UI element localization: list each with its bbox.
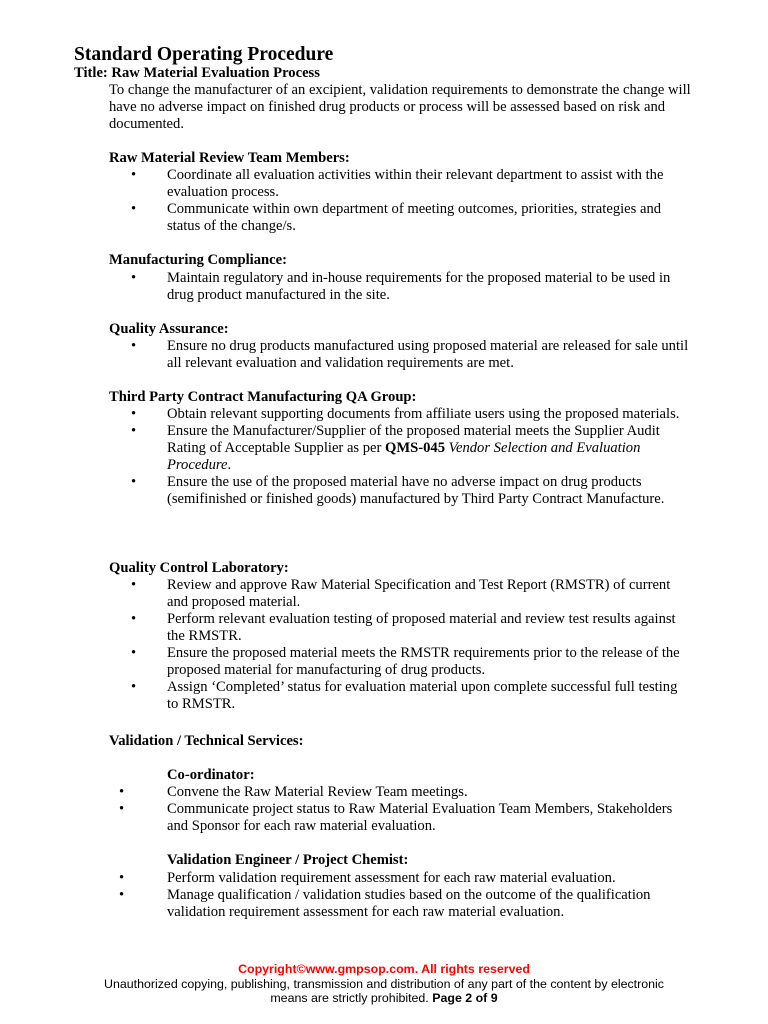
bullet-icon: •: [131, 167, 137, 183]
validation-engineer-list: [0, 870, 768, 921]
coordinator-list: [0, 784, 768, 835]
list-item: • Perform validation requirement assessment for each raw material evaluation.: [119, 870, 616, 886]
list-item: • Ensure the Manufacturer/Supplier of the proposed material meets the Supplier Audit Rating of Acceptable Supplier as per QMS-045 Vendor Selection and Evaluation Procedure.: [131, 423, 660, 473]
list-item: • Ensure no drug products manufactured using proposed material are released for sale until all relevant evaluation and validation requirements are met.: [131, 338, 689, 371]
qa-list: [0, 338, 768, 372]
list-item: • Ensure the use of the proposed material have no adverse impact on drug products (semifinished or finished goods) manufactured by Third Party Contract Manufacture.: [131, 474, 665, 507]
list-item: • Perform relevant evaluation testing of proposed material and review test results against the RMSTR.: [131, 611, 676, 644]
section-heading-validation: Validation / Technical Services:: [109, 733, 304, 749]
bullet-icon: •: [131, 474, 137, 490]
review-team-list: [0, 167, 768, 235]
third-party-list: [0, 406, 768, 508]
bullet-icon: •: [131, 577, 137, 593]
list-item: • Communicate project status to Raw Material Evaluation Team Members, Stakeholders and Sponsor for each raw material evaluation.: [119, 801, 673, 834]
section-heading-qc-lab: Quality Control Laboratory:: [109, 560, 289, 576]
bullet-icon: •: [119, 887, 125, 903]
list-item: • Ensure the proposed material meets the RMSTR requirements prior to the release of the proposed material for manufacturing of drug products.: [131, 645, 680, 678]
list-item: • Obtain relevant supporting documents from affiliate users using the proposed materials.: [131, 406, 680, 422]
bullet-icon: •: [131, 611, 137, 627]
intro-paragraph: To change the manufacturer of an excipient, validation requirements to demonstrate the change will have no adverse impact on finished drug products or process will be assessed based on risk and documented.: [109, 82, 691, 132]
subheading-coordinator: Co-ordinator:: [167, 767, 255, 783]
list-item: • Communicate within own department of meeting outcomes, priorities, strategies and status of the change/s.: [131, 201, 662, 234]
section-heading-qa: Quality Assurance:: [109, 321, 229, 337]
bullet-icon: •: [131, 201, 137, 217]
list-item: • Maintain regulatory and in-house requirements for the proposed material to be used in drug product manufactured in the site.: [131, 270, 671, 303]
document-title: Title: Raw Material Evaluation Process: [74, 65, 320, 81]
list-item: • Manage qualification / validation studies based on the outcome of the qualification validation requirement assessment for each raw material evaluation.: [119, 887, 651, 920]
document-reference: QMS-045: [385, 440, 446, 456]
document-header: Standard Operating Procedure: [74, 44, 334, 65]
usage-notice: Unauthorized copying, publishing, transmission and distribution of any part of the content by electronic means are strictly prohibited. Page 2 of 9: [104, 976, 664, 1005]
section-heading-third-party: Third Party Contract Manufacturing QA Group:: [109, 389, 417, 405]
bullet-icon: •: [131, 679, 137, 695]
bullet-icon: •: [119, 784, 125, 800]
list-item: • Coordinate all evaluation activities within their relevant department to assist with the evaluation process.: [131, 167, 664, 200]
section-heading-mfg-compliance: Manufacturing Compliance:: [109, 252, 287, 268]
bullet-icon: •: [131, 270, 137, 286]
list-item: • Convene the Raw Material Review Team meetings.: [119, 784, 468, 800]
page-footer: [0, 962, 768, 1006]
bullet-icon: •: [131, 645, 137, 661]
document-reference-title: Vendor Selection and Evaluation Procedure: [167, 440, 641, 473]
section-heading-review-team: Raw Material Review Team Members:: [109, 150, 350, 166]
qc-lab-list: [0, 577, 768, 713]
mfg-compliance-list: [0, 270, 768, 304]
copyright-notice: Copyright©www.gmpsop.com. All rights reserved: [238, 962, 530, 976]
list-item: • Assign ‘Completed’ status for evaluation material upon complete successful full testing to RMSTR.: [131, 679, 678, 712]
bullet-icon: •: [131, 423, 137, 439]
bullet-icon: •: [119, 870, 125, 886]
bullet-icon: •: [131, 406, 137, 422]
subheading-validation-engineer: Validation Engineer / Project Chemist:: [167, 852, 409, 868]
list-item: • Review and approve Raw Material Specification and Test Report (RMSTR) of current and proposed material.: [131, 577, 671, 610]
page-number: Page 2 of 9: [432, 991, 498, 1005]
bullet-icon: •: [131, 338, 137, 354]
bullet-icon: •: [119, 801, 125, 817]
